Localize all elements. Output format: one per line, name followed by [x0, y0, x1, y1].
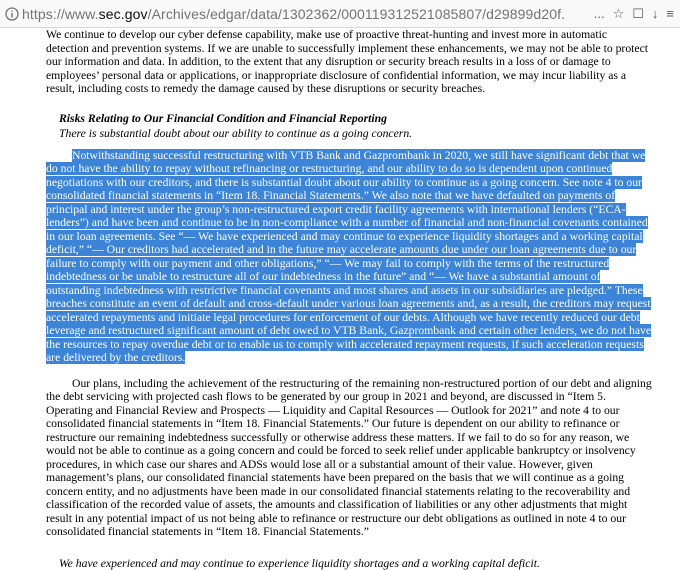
risk-subheading: There is substantial doubt about our ability to continue as a going concern. [46, 127, 652, 141]
info-icon[interactable] [4, 6, 20, 22]
url-prefix: https://www. [22, 6, 99, 22]
browser-url-bar[interactable] [0, 0, 680, 28]
url-host: sec.gov [99, 6, 148, 22]
selected-text[interactable]: Notwithstanding successful restructuring with VTB Bank and Gazprombank in 2020, we still have significant debt that we do not have the ability to repay without refinancing or restructuring, and our ability to do so is dependent upon continued negotiations with our creditors, and there is substantial doubt about our ability to continue as a going concern. See note 4 to our consolidated financial statements in “Item 18. Financial Statements.” We also note that we have defaulted on payments of principal and interest under the group’s non-restructured export credit facility agreements with international lenders (“ECA-lenders”) and have been and continue to be in non-compliance with a number of financial and non-financial covenants contained in our loan agreements. See “— We have experienced and may continue to experience liquidity shortages and a working capital deficit,” “— Our creditors had accelerated and in the future may accelerate amounts due under our loan agreements due to our failure to comply with our payment and other obligations,” “— We may fail to comply with the terms of the restructured indebtedness or be unable to restructure all of our indebtedness in the future” and “— We have a substantial amount of outstanding indebtedness with restrictive financial covenants and most shares and assets in our subsidiaries are pledged.” These breaches constitute an event of default and cross-default under various loan agreements and, as a result, the creditors may request accelerated repayments and initiate legal procedures for enforcement of our debts. Although we have recently reduced our debt leverage and restructured significant amount of debt owed to VTB Bank, Gazprombank and certain other lenders, we do not have the resources to repay overdue debt or to enable us to comply with accelerated repayment requests, if such acceleration requests are delivered by the creditors. [46, 149, 651, 365]
download-icon[interactable]: ↓ [652, 6, 659, 21]
pocket-icon[interactable]: ☐ [632, 6, 644, 22]
section-heading: Risks Relating to Our Financial Condition and Financial Reporting [46, 112, 652, 126]
document-page [0, 28, 680, 471]
bookmark-star-icon[interactable]: ☆ [613, 6, 625, 22]
next-risk-subheading: We have experienced and may continue to experience liquidity shortages and a working capital deficit. [46, 557, 652, 570]
menu-icon[interactable]: ≡ [666, 6, 674, 21]
intro-paragraph: We continue to develop our cyber defense capability, make use of proactive threat-hunting and invest more in automatic detection and prevention systems. If we are unable to successfully implement these enhancements, we may not be able to protect our information and data. In addition, to the extent that any disruption or security breach results in a loss of or damage to employees’ personal data or applications, or inappropriate disclosure of confidential information, we may incur liability as a result, including costs to remedy the damage caused by these disruptions or security breaches. [46, 28, 652, 96]
url-text[interactable] [22, 6, 588, 22]
url-path: /Archives/edgar/data/1302362/000119312521085807/d29899d20f. [148, 6, 565, 22]
plans-paragraph: Our plans, including the achievement of the restructuring of the remaining non-restructured portion of our debt and aligning the debt servicing with projected cash flows to be generated by our group in 2021 and beyond, are discussed in “Item 5. Operating and Financial Review and Prospects — Liquidity and Capital Resources — Outlook for 2021” and note 4 to our consolidated financial statements in “Item 18. Financial Statements.” Our future is dependent on our ability to refinance or restructure our remaining indebtedness successfully or otherwise address these matters. If we fail to do so for any reason, we would not be able to continue as a going concern and could be forced to seek relief under applicable bankruptcy or insolvency procedures, in which case our shares and ADSs would lose all or a substantial amount of their value. However, given management’s plans, our consolidated financial statements have been prepared on the basis that we will continue as a going concern entity, and no adjustments have been made in our consolidated financial statements relating to the recoverability and classification of the recorded value of assets, the amounts and classification of liabilities or any other adjustments that might result in any potential impact of us not being able to refinance or restructure our debt obligations as outlined in note 4 to our consolidated financial statements in “Item 18. Financial Statements.” [46, 377, 652, 539]
page-actions-icon[interactable]: ... [594, 6, 605, 21]
selected-paragraph[interactable] [46, 149, 652, 365]
